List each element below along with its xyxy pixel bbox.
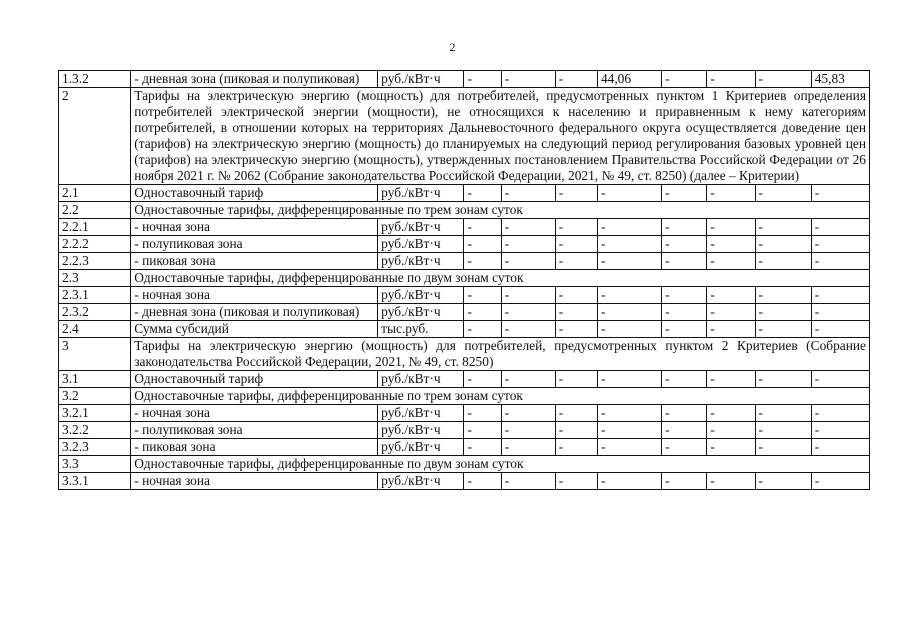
row-number: 2 xyxy=(59,88,131,185)
table-row xyxy=(59,253,870,270)
value-cell: - xyxy=(501,304,555,321)
unit-of-measure: руб./кВт·ч xyxy=(378,304,464,321)
unit-of-measure: руб./кВт·ч xyxy=(378,236,464,253)
row-number: 1.3.2 xyxy=(59,71,131,88)
value-cell: - xyxy=(597,304,661,321)
value-cell: - xyxy=(501,422,555,439)
indicator-name: - пиковая зона xyxy=(131,439,378,456)
value-cell: - xyxy=(811,304,869,321)
value-cell: - xyxy=(755,405,811,422)
row-number: 3.2.2 xyxy=(59,422,131,439)
value-cell: - xyxy=(555,71,597,88)
row-number: 3.2.3 xyxy=(59,439,131,456)
value-cell: - xyxy=(501,405,555,422)
unit-of-measure: тыс.руб. xyxy=(378,321,464,338)
value-cell: - xyxy=(501,371,555,388)
value-cell: - xyxy=(555,371,597,388)
value-cell: - xyxy=(707,473,755,490)
value-cell: - xyxy=(464,219,501,236)
value-cell: - xyxy=(597,236,661,253)
value-cell: - xyxy=(662,439,707,456)
row-number: 2.3 xyxy=(59,270,131,287)
value-cell: - xyxy=(597,219,661,236)
value-cell: - xyxy=(597,439,661,456)
value-cell: - xyxy=(464,304,501,321)
value-cell: - xyxy=(501,287,555,304)
value-cell: - xyxy=(597,422,661,439)
value-cell: - xyxy=(707,321,755,338)
unit-of-measure: руб./кВт·ч xyxy=(378,219,464,236)
indicator-name: - полупиковая зона xyxy=(131,236,378,253)
row-number: 2.2 xyxy=(59,202,131,219)
value-cell: - xyxy=(707,304,755,321)
row-number: 2.2.1 xyxy=(59,219,131,236)
indicator-name: - ночная зона xyxy=(131,287,378,304)
row-number: 2.4 xyxy=(59,321,131,338)
row-number: 2.3.1 xyxy=(59,287,131,304)
indicator-name: Одноставочный тариф xyxy=(131,371,378,388)
unit-of-measure: руб./кВт·ч xyxy=(378,473,464,490)
unit-of-measure: руб./кВт·ч xyxy=(378,287,464,304)
value-cell: - xyxy=(707,253,755,270)
value-cell: - xyxy=(501,439,555,456)
value-cell: - xyxy=(811,236,869,253)
table-row xyxy=(59,371,870,388)
value-cell: - xyxy=(707,287,755,304)
row-number: 3.2.1 xyxy=(59,405,131,422)
value-cell: - xyxy=(464,71,501,88)
value-cell: - xyxy=(811,253,869,270)
indicator-name: Одноставочный тариф xyxy=(131,185,378,202)
value-cell: - xyxy=(811,473,869,490)
value-cell: - xyxy=(464,185,501,202)
unit-of-measure: руб./кВт·ч xyxy=(378,253,464,270)
table-row xyxy=(59,439,870,456)
value-cell: - xyxy=(707,439,755,456)
indicator-name: - дневная зона (пиковая и полупиковая) xyxy=(131,71,378,88)
table-row xyxy=(59,304,870,321)
value-cell: - xyxy=(501,321,555,338)
unit-of-measure: руб./кВт·ч xyxy=(378,439,464,456)
value-cell: - xyxy=(755,185,811,202)
value-cell: - xyxy=(811,405,869,422)
value-cell: - xyxy=(464,473,501,490)
value-cell: - xyxy=(755,439,811,456)
value-cell: - xyxy=(555,185,597,202)
indicator-name: Сумма субсидий xyxy=(131,321,378,338)
page-number: 2 xyxy=(449,40,456,54)
value-cell: - xyxy=(597,371,661,388)
value-cell: - xyxy=(597,185,661,202)
value-cell: - xyxy=(464,439,501,456)
value-cell: - xyxy=(555,236,597,253)
value-cell: - xyxy=(597,473,661,490)
value-cell: - xyxy=(811,439,869,456)
value-cell: - xyxy=(755,321,811,338)
value-cell: - xyxy=(555,473,597,490)
unit-of-measure: руб./кВт·ч xyxy=(378,422,464,439)
value-cell: - xyxy=(555,422,597,439)
section-heading: Одноставочные тарифы, дифференцированные по трем зонам суток xyxy=(131,388,870,405)
value-cell: - xyxy=(707,236,755,253)
value-cell: - xyxy=(755,219,811,236)
indicator-name: - полупиковая зона xyxy=(131,422,378,439)
value-cell: - xyxy=(662,71,707,88)
section-row xyxy=(59,88,870,185)
value-cell: 44,06 xyxy=(597,71,661,88)
indicator-name: - пиковая зона xyxy=(131,253,378,270)
section-heading: Тарифы на электрическую энергию (мощность) для потребителей, предусмотренных пунктом 1 Критериев определения потребителей электрической энергии (мощности), не относящихся к населению и приравненным к нему категориям потребителей, в отношении которых на территориях Дальневосточного федерального округа осуществляется доведение цен (тарифов) на электрическую энергию (мощность) до планируемых на следующий период регулирования базовых уровней цен (тарифов) на электрическую энергию (мощность), утвержденных постановлением Правительства Российской Федерации от 26 ноября 2021 г. № 2062 (Собрание законодательства Российской Федерации, 2021, № 49, ст. 8250) (далее – Критерии) xyxy=(131,88,870,185)
value-cell: - xyxy=(501,185,555,202)
value-cell: - xyxy=(501,253,555,270)
table-row xyxy=(59,321,870,338)
indicator-name: - ночная зона xyxy=(131,405,378,422)
value-cell: - xyxy=(811,422,869,439)
value-cell: - xyxy=(707,185,755,202)
table-row xyxy=(59,185,870,202)
value-cell: - xyxy=(597,287,661,304)
value-cell: - xyxy=(811,219,869,236)
table-body xyxy=(59,71,870,490)
value-cell: 45,83 xyxy=(811,71,869,88)
value-cell: - xyxy=(662,473,707,490)
value-cell: - xyxy=(755,287,811,304)
value-cell: - xyxy=(555,405,597,422)
value-cell: - xyxy=(597,321,661,338)
value-cell: - xyxy=(555,219,597,236)
section-row xyxy=(59,388,870,405)
value-cell: - xyxy=(755,304,811,321)
value-cell: - xyxy=(755,253,811,270)
value-cell: - xyxy=(555,253,597,270)
value-cell: - xyxy=(464,405,501,422)
value-cell: - xyxy=(755,236,811,253)
row-number: 2.2.3 xyxy=(59,253,131,270)
indicator-name: - ночная зона xyxy=(131,473,378,490)
value-cell: - xyxy=(662,321,707,338)
table-row xyxy=(59,405,870,422)
value-cell: - xyxy=(597,253,661,270)
value-cell: - xyxy=(755,422,811,439)
value-cell: - xyxy=(662,371,707,388)
value-cell: - xyxy=(464,253,501,270)
section-row xyxy=(59,270,870,287)
value-cell: - xyxy=(662,185,707,202)
value-cell: - xyxy=(501,71,555,88)
row-number: 3.2 xyxy=(59,388,131,405)
unit-of-measure: руб./кВт·ч xyxy=(378,185,464,202)
row-number: 2.1 xyxy=(59,185,131,202)
value-cell: - xyxy=(464,287,501,304)
value-cell: - xyxy=(555,304,597,321)
unit-of-measure: руб./кВт·ч xyxy=(378,71,464,88)
value-cell: - xyxy=(662,304,707,321)
tariff-table xyxy=(58,70,870,490)
row-number: 3.3 xyxy=(59,456,131,473)
value-cell: - xyxy=(662,236,707,253)
table-row xyxy=(59,236,870,253)
value-cell: - xyxy=(464,371,501,388)
table-row xyxy=(59,473,870,490)
indicator-name: - дневная зона (пиковая и полупиковая) xyxy=(131,304,378,321)
row-number: 3 xyxy=(59,338,131,371)
value-cell: - xyxy=(755,473,811,490)
unit-of-measure: руб./кВт·ч xyxy=(378,405,464,422)
value-cell: - xyxy=(464,236,501,253)
value-cell: - xyxy=(662,422,707,439)
value-cell: - xyxy=(501,219,555,236)
value-cell: - xyxy=(707,371,755,388)
value-cell: - xyxy=(755,371,811,388)
value-cell: - xyxy=(811,185,869,202)
unit-of-measure: руб./кВт·ч xyxy=(378,371,464,388)
value-cell: - xyxy=(662,287,707,304)
section-row xyxy=(59,338,870,371)
section-row xyxy=(59,456,870,473)
indicator-name: - ночная зона xyxy=(131,219,378,236)
value-cell: - xyxy=(707,422,755,439)
table-row xyxy=(59,219,870,236)
value-cell: - xyxy=(811,287,869,304)
value-cell: - xyxy=(707,71,755,88)
value-cell: - xyxy=(662,219,707,236)
table-row xyxy=(59,287,870,304)
value-cell: - xyxy=(811,321,869,338)
value-cell: - xyxy=(811,371,869,388)
row-number: 3.1 xyxy=(59,371,131,388)
row-number: 2.2.2 xyxy=(59,236,131,253)
value-cell: - xyxy=(555,321,597,338)
table-row xyxy=(59,422,870,439)
value-cell: - xyxy=(755,71,811,88)
value-cell: - xyxy=(501,236,555,253)
value-cell: - xyxy=(662,253,707,270)
section-heading: Тарифы на электрическую энергию (мощность) для потребителей, предусмотренных пунктом 2 Критериев (Собрание законодательства Российской Федерации, 2021, № 49, ст. 8250) xyxy=(131,338,870,371)
value-cell: - xyxy=(662,405,707,422)
section-heading: Одноставочные тарифы, дифференцированные по трем зонам суток xyxy=(131,202,870,219)
value-cell: - xyxy=(555,439,597,456)
value-cell: - xyxy=(464,422,501,439)
value-cell: - xyxy=(555,287,597,304)
value-cell: - xyxy=(707,219,755,236)
row-number: 2.3.2 xyxy=(59,304,131,321)
table-row xyxy=(59,71,870,88)
value-cell: - xyxy=(707,405,755,422)
section-heading: Одноставочные тарифы, дифференцированные по двум зонам суток xyxy=(131,456,870,473)
value-cell: - xyxy=(464,321,501,338)
section-row xyxy=(59,202,870,219)
value-cell: - xyxy=(597,405,661,422)
row-number: 3.3.1 xyxy=(59,473,131,490)
value-cell: - xyxy=(501,473,555,490)
section-heading: Одноставочные тарифы, дифференцированные по двум зонам суток xyxy=(131,270,870,287)
